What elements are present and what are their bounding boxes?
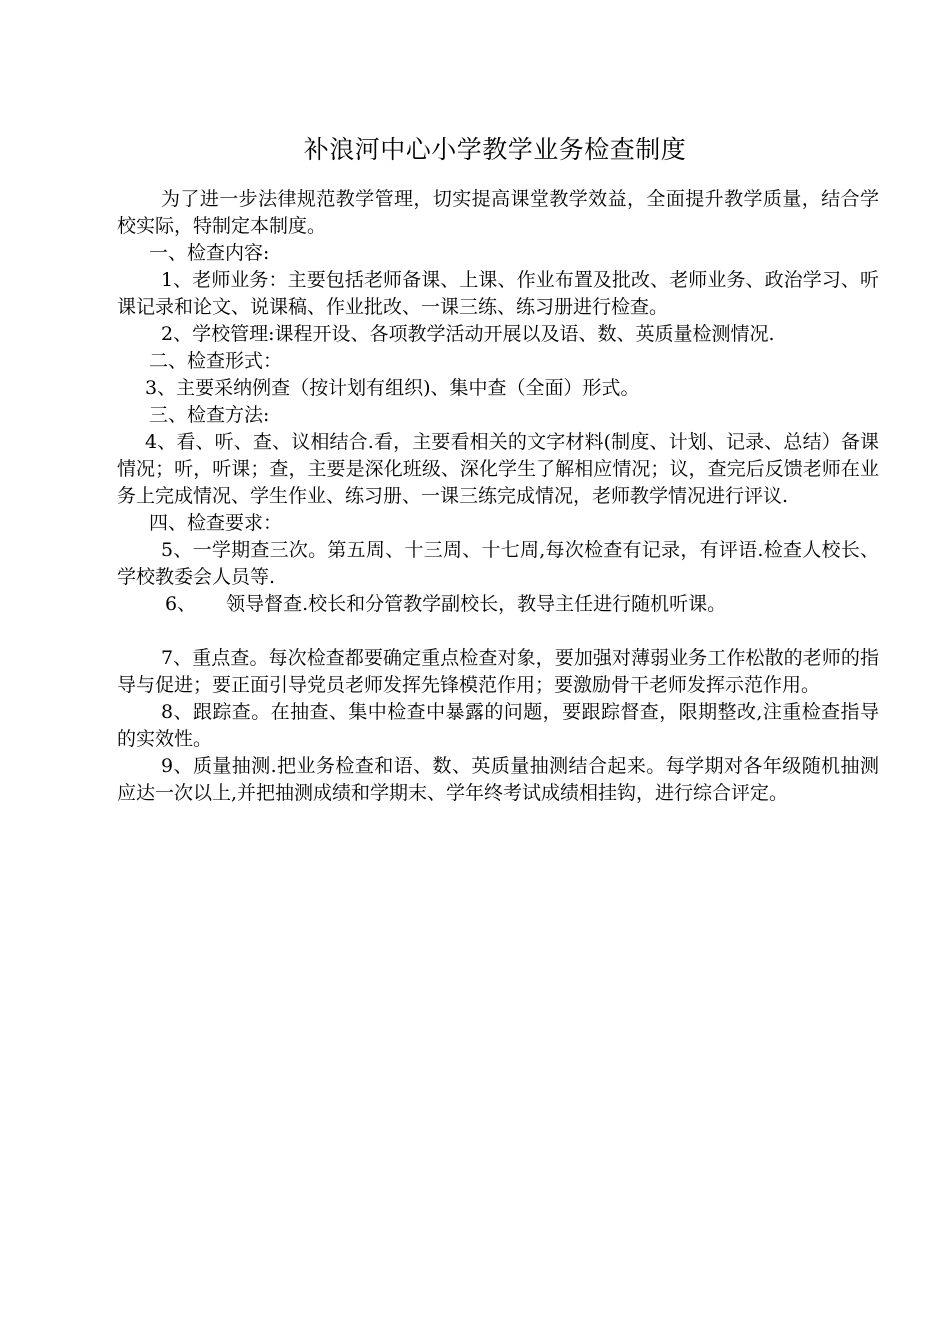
paragraph-item-1: 1、老师业务：主要包括老师备课、上课、作业布置及批改、老师业务、政治学习、听课记录和论文、说课稿、作业批改、一课三练、练习册进行检查。: [117, 269, 879, 318]
paragraph-item-8: 8、跟踪查。在抽查、集中检查中暴露的问题，要跟踪督查，限期整改,注重检查指导的实效性。: [117, 701, 879, 750]
paragraph-intro: 为了进一步法律规范教学管理，切实提高课堂教学效益，全面提升教学质量，结合学校实际，特制定本制度。: [117, 188, 879, 237]
paragraph-item-3: 3、主要采纳例查（按计划有组织)、集中查（全面）形式。: [145, 377, 640, 399]
item-6-number: 6、: [165, 593, 197, 615]
paragraph-item-2: 2、学校管理:课程开设、各项教学活动开展以及语、数、英质量检测情况.: [161, 323, 775, 345]
document-title: 补浪河中心小学教学业务检查制度: [303, 135, 687, 164]
paragraph-item-9: 9、质量抽测.把业务检查和语、数、英质量抽测结合起来。每学期对各年级随机抽测应达一次以上,并把抽测成绩和学期末、学年终考试成绩相挂钩，进行综合评定。: [117, 755, 879, 804]
paragraph-item-5: 5、一学期查三次。第五周、十三周、十七周,每次检查有记录，有评语.检查人校长、学校教委会人员等.: [117, 539, 879, 588]
document-body: [117, 186, 879, 807]
heading-inspection-requirements: 四、检查要求：: [149, 512, 283, 534]
paragraph-item-6: [117, 591, 879, 618]
heading-inspection-content: 一、检查内容:: [149, 242, 270, 264]
heading-inspection-method: 三、检查方法:: [149, 404, 270, 426]
heading-inspection-form: 二、检查形式：: [149, 350, 283, 372]
item-6-text: 领导督查.校长和分管教学副校长，教导主任进行随机听课。: [226, 593, 727, 615]
paragraph-item-4: 4、看、听、查、议相结合.看，主要看相关的文字材料(制度、计划、记录、总结）备课情况；听，听课；查，主要是深化班级、深化学生了解相应情况；议，查完后反馈老师在业务上完成情况、学生作业、练习册、一课三练完成情况，老师教学情况进行评议.: [117, 431, 879, 507]
paragraph-item-7: 7、重点查。每次检查都要确定重点检查对象，要加强对薄弱业务工作松散的老师的指导与促进；要正面引导党员老师发挥先锋模范作用；要激励骨干老师发挥示范作用。: [117, 647, 879, 696]
